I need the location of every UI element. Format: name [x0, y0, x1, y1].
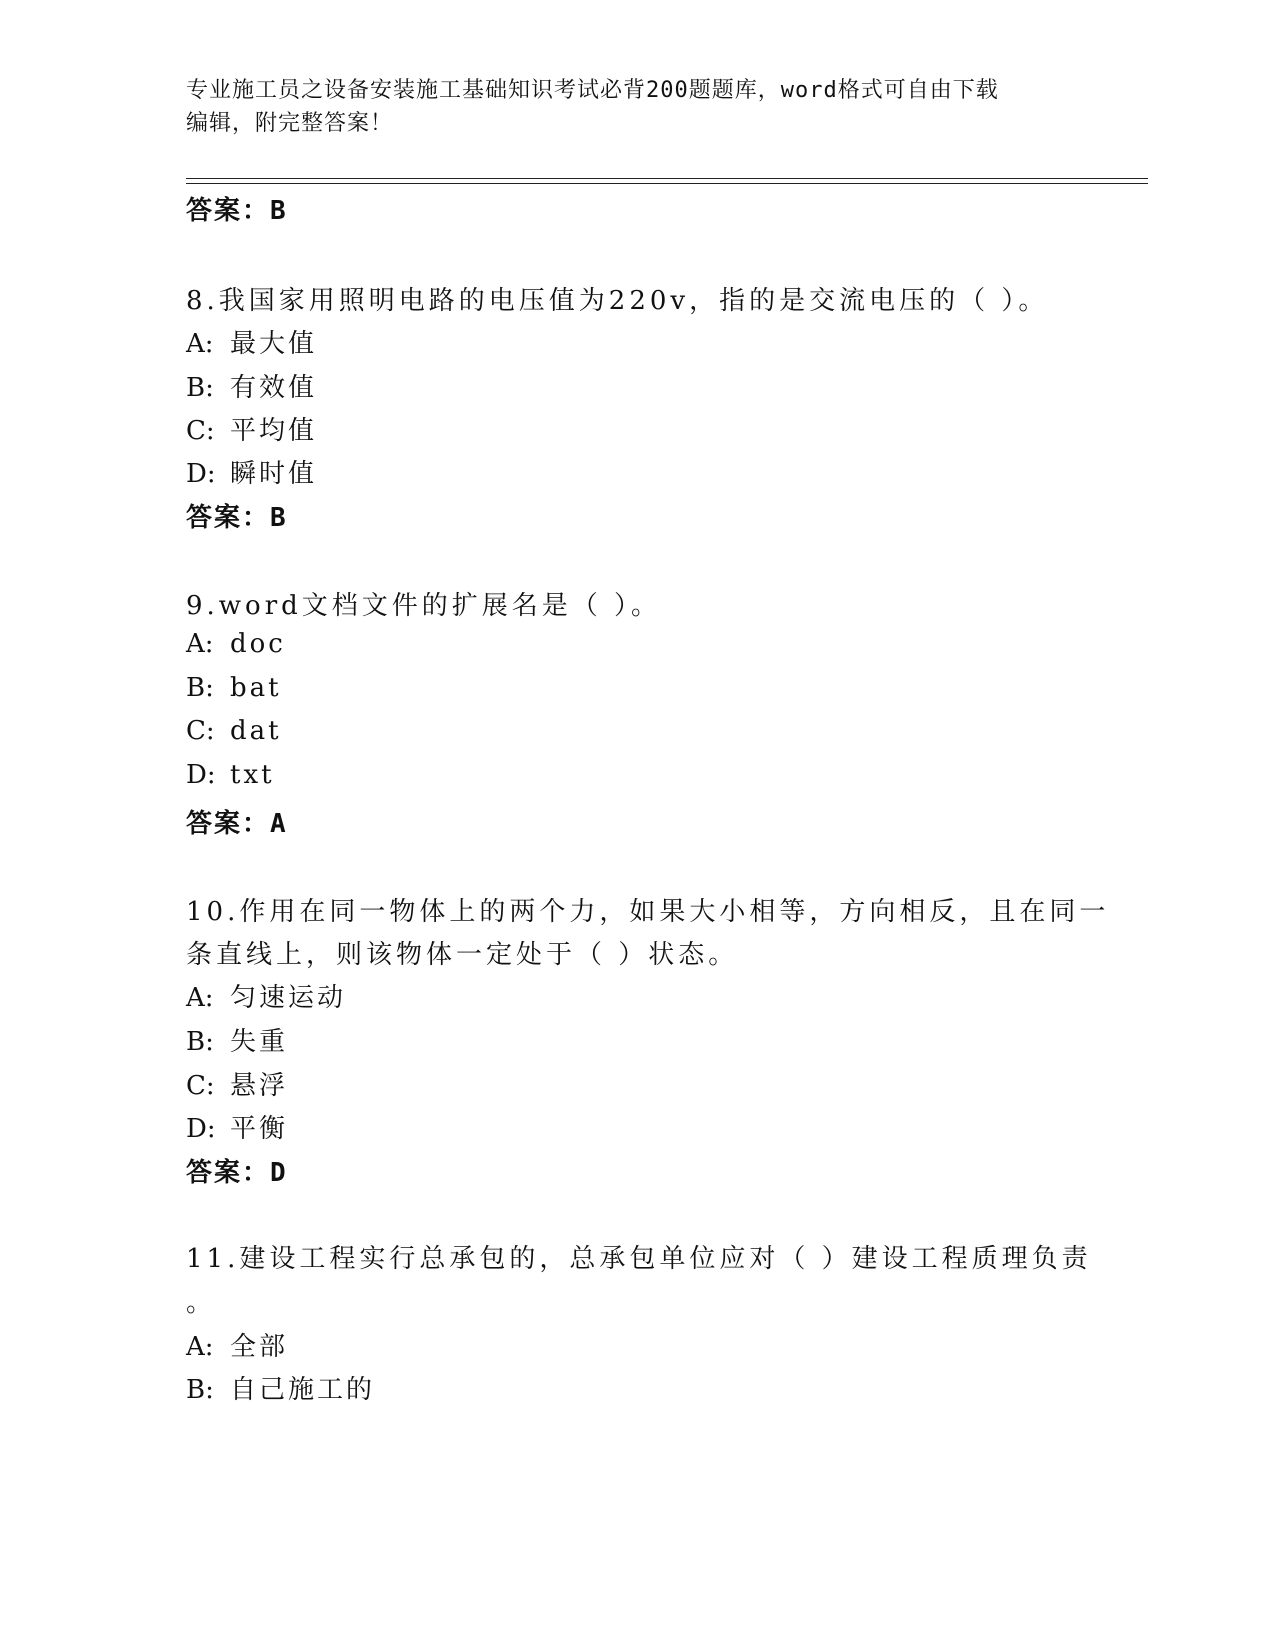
question-8-option-d: [186, 453, 317, 490]
question-8-option-a: [186, 323, 317, 360]
question-10-answer: 答案：D: [186, 1158, 288, 1188]
question-11-text-line-1: 11.建设工程实行总承包的，总承包单位应对（ ）建设工程质理负责: [186, 1244, 1092, 1274]
question-9-option-b: [186, 673, 282, 703]
question-11-option-a: [186, 1326, 288, 1363]
option-label: B:: [186, 1375, 214, 1405]
option-label: B:: [186, 1027, 214, 1057]
option-text: 最大值: [230, 329, 318, 359]
question-10-text-line-1: 10.作用在同一物体上的两个力，如果大小相等，方向相反，且在同一: [186, 897, 1110, 927]
header-line-2: 编辑，附完整答案！: [186, 111, 394, 136]
question-8-option-c: [186, 410, 317, 447]
question-11-text-line-2: 。: [186, 1288, 217, 1318]
option-label: C:: [186, 716, 215, 746]
question-8-option-b: [186, 367, 317, 404]
option-text: txt: [230, 760, 275, 790]
option-label: D:: [186, 459, 216, 489]
option-label: D:: [186, 1114, 216, 1144]
option-text: 平均值: [230, 416, 318, 446]
option-label: A:: [186, 1332, 214, 1362]
question-10-option-b: [186, 1021, 288, 1058]
question-9-option-c: [186, 716, 282, 746]
option-label: B:: [186, 673, 214, 703]
question-10-option-c: [186, 1065, 288, 1102]
option-text: dat: [230, 716, 282, 746]
option-text: 有效值: [230, 373, 318, 403]
option-text: bat: [230, 673, 282, 703]
option-label: B:: [186, 373, 214, 403]
question-9-option-a: [186, 629, 286, 659]
option-text: 悬浮: [230, 1071, 289, 1101]
question-8-text: 8.我国家用照明电路的电压值为220v，指的是交流电压的（ ）。: [186, 286, 1049, 316]
option-label: A:: [186, 329, 214, 359]
question-9-option-d: [186, 760, 275, 790]
option-label: C:: [186, 416, 215, 446]
header-line-1: 专业施工员之设备安装施工基础知识考试必背200题题库，word格式可自由下载: [186, 78, 999, 103]
option-text: 全部: [230, 1332, 289, 1362]
question-9-answer: 答案：A: [186, 809, 288, 839]
document-header: [186, 74, 1066, 140]
header-divider-bottom: [186, 183, 1148, 184]
previous-answer: 答案：B: [186, 196, 288, 226]
question-11-option-b: [186, 1369, 375, 1406]
option-label: A:: [186, 629, 214, 659]
option-text: 瞬时值: [230, 459, 318, 489]
question-10-option-a: [186, 977, 346, 1014]
option-text: 自己施工的: [230, 1375, 376, 1405]
question-10-text-line-2: 条直线上，则该物体一定处于（ ）状态。: [186, 940, 739, 970]
option-label: C:: [186, 1071, 215, 1101]
question-8-answer: 答案：B: [186, 503, 288, 533]
header-divider-top: [186, 178, 1148, 179]
question-9-text: 9.word文档文件的扩展名是（ ）。: [186, 591, 662, 621]
option-text: 匀速运动: [230, 983, 347, 1013]
option-text: 平衡: [230, 1114, 289, 1144]
option-label: D:: [186, 760, 216, 790]
option-text: 失重: [230, 1027, 289, 1057]
question-10-option-d: [186, 1108, 288, 1145]
option-text: doc: [230, 629, 286, 659]
option-label: A:: [186, 983, 214, 1013]
